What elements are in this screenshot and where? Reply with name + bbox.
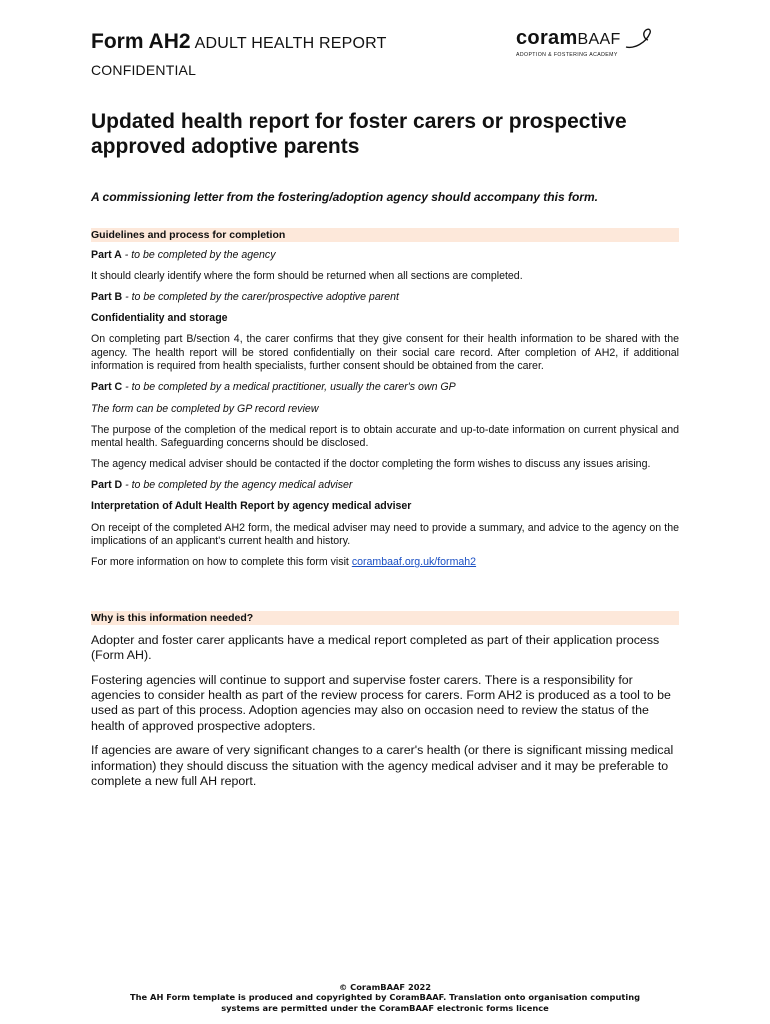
page-title: Updated health report for foster carers or prospective approved adoptive parents	[91, 110, 627, 158]
footer-line-2: systems are permitted under the CoramBAAF electronic forms licence	[221, 1002, 549, 1013]
part-b-label: Part B	[91, 291, 123, 304]
form-code: Form AH2	[91, 30, 191, 53]
form-header	[91, 30, 387, 78]
part-b-line	[91, 291, 679, 305]
guidelines-heading: Guidelines and process for completion	[91, 228, 679, 242]
part-d-line	[91, 479, 679, 493]
logo-coram: coram	[516, 27, 578, 49]
part-b-desc: - to be completed by the carer/prospective adoptive parent	[122, 291, 399, 304]
purpose-text: The purpose of the completion of the medical report is to obtain accurate and up-to-date information on current physical and mental health. Safeguarding concerns should be disclosed.	[91, 423, 679, 450]
confidential-label: CONFIDENTIAL	[91, 62, 197, 78]
part-c-desc: - to be completed by a medical practitioner, usually the carer's own GP	[122, 381, 456, 394]
page-footer	[100, 982, 670, 1013]
more-info-line	[91, 556, 679, 570]
adviser-text: The agency medical adviser should be contacted if the doctor completing the form wishes to discuss any issues arising.	[91, 458, 651, 471]
form-subtitle: ADULT HEALTH REPORT	[194, 35, 387, 52]
part-c-label: Part C	[91, 381, 123, 394]
footer-copyright: © CoramBAAF 2022	[338, 982, 432, 992]
guidelines-body	[91, 249, 679, 577]
part-c-note: The form can be completed by GP record review	[91, 402, 319, 415]
footer-line-1: The AH Form template is produced and copyrighted by CoramBAAF. Translation onto organisation computing	[129, 992, 641, 1003]
confidentiality-heading: Confidentiality and storage	[91, 312, 228, 325]
formah2-link[interactable]: corambaaf.org.uk/formah2	[351, 556, 477, 569]
part-c-line	[91, 381, 679, 395]
why-paragraph: Fostering agencies will continue to support and supervise foster carers. There is a responsibility for agencies to consider health as part of the review process for carers. Form AH2 is produced as a tool to be used as part of this process. Adoption agencies may also on occasion need to review the status of the health of approved prospective adopters.	[91, 673, 671, 733]
why-body	[91, 633, 679, 799]
interpretation-text: On receipt of the completed AH2 form, the medical adviser may need to provide a summary, and advice to the agency on the implications of an applicant's current health and history.	[91, 521, 679, 548]
why-heading: Why is this information needed?	[91, 611, 679, 625]
intro-text: A commissioning letter from the fostering/adoption agency should accompany this form.	[91, 190, 598, 204]
more-info-text: For more information on how to complete this form visit	[91, 556, 352, 569]
form-title	[91, 30, 387, 56]
part-d-label: Part D	[91, 479, 123, 492]
part-a-text: It should clearly identify where the form should be returned when all sections are completed.	[91, 270, 523, 283]
confidentiality-text: On completing part B/section 4, the carer confirms that they give consent for their health information to be shared with the agency. The health report will be stored confidentially on their social care record. After completion of AH2, if additional information is required from health specialists, further consent should be obtained from the carer.	[91, 333, 679, 373]
part-a-label: Part A	[91, 249, 122, 261]
logo-tagline: ADOPTION & FOSTERING ACADEMY	[516, 52, 618, 58]
interpretation-heading: Interpretation of Adult Health Report by agency medical adviser	[91, 500, 412, 513]
why-paragraph: If agencies are aware of very significant changes to a carer's health (or there is significant missing medical information) they should discuss the situation with the agency medical adviser and it may be preferable to complete a new full AH report.	[91, 743, 674, 788]
part-d-desc: - to be completed by the agency medical adviser	[122, 479, 353, 492]
why-paragraph: Adopter and foster carer applicants have a medical report completed as part of their application process (Form AH).	[91, 633, 660, 663]
logo-baaf: BAAF	[577, 31, 621, 48]
part-a-line	[91, 249, 679, 263]
corambaaf-logo	[516, 27, 656, 57]
part-a-desc: - to be completed by the agency	[121, 249, 276, 261]
logo-swoosh-icon	[624, 27, 656, 53]
